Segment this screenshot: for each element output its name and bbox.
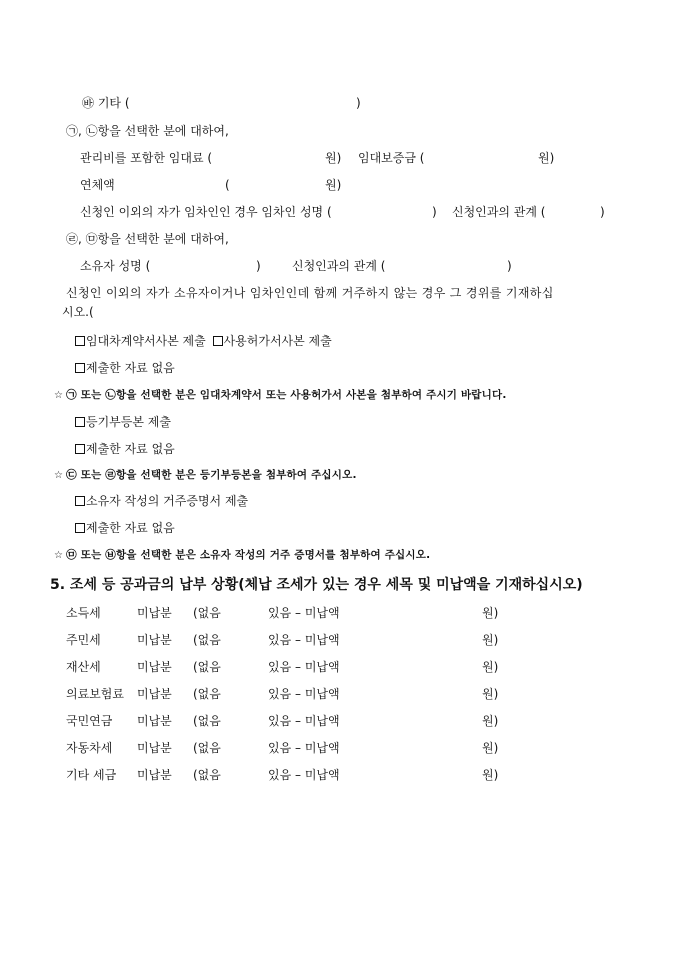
owner-name-label: 소유자 성명 ( bbox=[80, 259, 151, 273]
residence-cert-label: 소유자 작성의 거주증명서 제출 bbox=[86, 494, 249, 508]
tax-name: 의료보험료 bbox=[66, 687, 124, 701]
tenant-name-label: 신청인 이외의 자가 임차인인 경우 임차인 성명 ( bbox=[80, 205, 332, 219]
exists-option: 있음 – 미납액 bbox=[268, 741, 340, 755]
tax-name: 주민세 bbox=[66, 633, 101, 647]
unpaid-label: 미납분 bbox=[137, 714, 172, 728]
rent-won: 원) bbox=[325, 151, 342, 165]
owner-relation-close: ) bbox=[507, 259, 512, 273]
note-lease bbox=[54, 387, 507, 404]
none-option: (없음 bbox=[193, 687, 221, 701]
exists-option: 있음 – 미납액 bbox=[268, 660, 340, 674]
note-lease-text: ㉠ 또는 ㉡항을 선택한 분은 임대차계약서 또는 사용허가서 사본을 첨부하여 주시기 바랍니다. bbox=[66, 389, 507, 401]
checkbox-row-none-2 bbox=[75, 441, 175, 457]
note-registry bbox=[54, 467, 357, 484]
note-residence-text: ㉤ 또는 ㉥항을 선택한 분은 소유자 작성의 거주 증명서를 첨부하여 주십시오. bbox=[66, 549, 431, 561]
won-unit: 원) bbox=[482, 741, 499, 755]
reason-line-1: 신청인 이외의 자가 소유자이거나 임차인인데 함께 거주하지 않는 경우 그 경위를 기재하십 bbox=[66, 286, 554, 300]
checkbox-row-lease bbox=[75, 333, 332, 349]
arrears-open: ( bbox=[225, 178, 230, 192]
none-option: (없음 bbox=[193, 660, 221, 674]
none-option: (없음 bbox=[193, 768, 221, 782]
none-option: (없음 bbox=[193, 714, 221, 728]
rent-label: 관리비를 포함한 임대료 ( bbox=[80, 151, 213, 165]
arrears-won: 원) bbox=[325, 178, 342, 192]
won-unit: 원) bbox=[482, 633, 499, 647]
arrears-label: 연체액 bbox=[80, 178, 115, 192]
tenant-relation-label: 신청인과의 관계 ( bbox=[452, 205, 546, 219]
for-ab-heading: ㉠, ㉡항을 선택한 분에 대하여, bbox=[66, 124, 229, 138]
no-material-label-1: 제출한 자료 없음 bbox=[86, 361, 175, 375]
residence-cert-checkbox[interactable] bbox=[75, 496, 85, 506]
no-material-label-3: 제출한 자료 없음 bbox=[86, 521, 175, 535]
other-label: ㉳ 기타 ( bbox=[82, 96, 130, 110]
no-material-label-2: 제출한 자료 없음 bbox=[86, 442, 175, 456]
star-icon: ☆ bbox=[54, 390, 64, 401]
lease-copy-label: 임대차계약서사본 제출 bbox=[86, 334, 206, 348]
no-material-checkbox-1[interactable] bbox=[75, 363, 85, 373]
owner-relation-label: 신청인과의 관계 ( bbox=[292, 259, 386, 273]
won-unit: 원) bbox=[482, 714, 499, 728]
deposit-label: 임대보증금 ( bbox=[358, 151, 425, 165]
checkbox-row-none-1 bbox=[75, 360, 175, 376]
tax-name: 소득세 bbox=[66, 606, 101, 620]
tax-name: 재산세 bbox=[66, 660, 101, 674]
exists-option: 있음 – 미납액 bbox=[268, 714, 340, 728]
unpaid-label: 미납분 bbox=[137, 741, 172, 755]
other-close: ) bbox=[356, 96, 361, 110]
none-option: (없음 bbox=[193, 606, 221, 620]
won-unit: 원) bbox=[482, 606, 499, 620]
registry-label: 등기부등본 제출 bbox=[86, 415, 171, 429]
unpaid-label: 미납분 bbox=[137, 606, 172, 620]
note-residence bbox=[54, 547, 430, 564]
no-material-checkbox-2[interactable] bbox=[75, 444, 85, 454]
owner-name-close: ) bbox=[256, 259, 261, 273]
none-option: (없음 bbox=[193, 633, 221, 647]
tenant-relation-close: ) bbox=[600, 205, 605, 219]
star-icon: ☆ bbox=[54, 470, 64, 481]
none-option: (없음 bbox=[193, 741, 221, 755]
unpaid-label: 미납분 bbox=[137, 633, 172, 647]
won-unit: 원) bbox=[482, 687, 499, 701]
for-cd-heading: ㉣, ㉤항을 선택한 분에 대하여, bbox=[66, 232, 229, 246]
permit-copy-label: 사용허가서사본 제출 bbox=[223, 334, 332, 348]
exists-option: 있음 – 미납액 bbox=[268, 633, 340, 647]
section-5-heading: 5. 조세 등 공과금의 납부 상황(체납 조세가 있는 경우 세목 및 미납액을 기재하십시오) bbox=[50, 577, 583, 593]
lease-copy-checkbox[interactable] bbox=[75, 336, 85, 346]
note-registry-text: ㉢ 또는 ㉣항을 선택한 분은 등기부등본을 첨부하여 주십시오. bbox=[66, 469, 357, 481]
tax-name: 국민연금 bbox=[66, 714, 113, 728]
unpaid-label: 미납분 bbox=[137, 660, 172, 674]
permit-copy-checkbox[interactable] bbox=[213, 336, 223, 346]
star-icon: ☆ bbox=[54, 550, 64, 561]
checkbox-row-registry bbox=[75, 414, 171, 430]
checkbox-row-none-3 bbox=[75, 520, 175, 536]
reason-line-2: 시오.( bbox=[62, 305, 94, 319]
tax-name: 기타 세금 bbox=[66, 768, 117, 782]
tenant-name-close: ) bbox=[432, 205, 437, 219]
deposit-won: 원) bbox=[538, 151, 555, 165]
exists-option: 있음 – 미납액 bbox=[268, 768, 340, 782]
registry-checkbox[interactable] bbox=[75, 417, 85, 427]
unpaid-label: 미납분 bbox=[137, 768, 172, 782]
won-unit: 원) bbox=[482, 768, 499, 782]
tax-name: 자동차세 bbox=[66, 741, 113, 755]
no-material-checkbox-3[interactable] bbox=[75, 523, 85, 533]
unpaid-label: 미납분 bbox=[137, 687, 172, 701]
exists-option: 있음 – 미납액 bbox=[268, 606, 340, 620]
won-unit: 원) bbox=[482, 660, 499, 674]
checkbox-row-residence bbox=[75, 493, 248, 509]
exists-option: 있음 – 미납액 bbox=[268, 687, 340, 701]
